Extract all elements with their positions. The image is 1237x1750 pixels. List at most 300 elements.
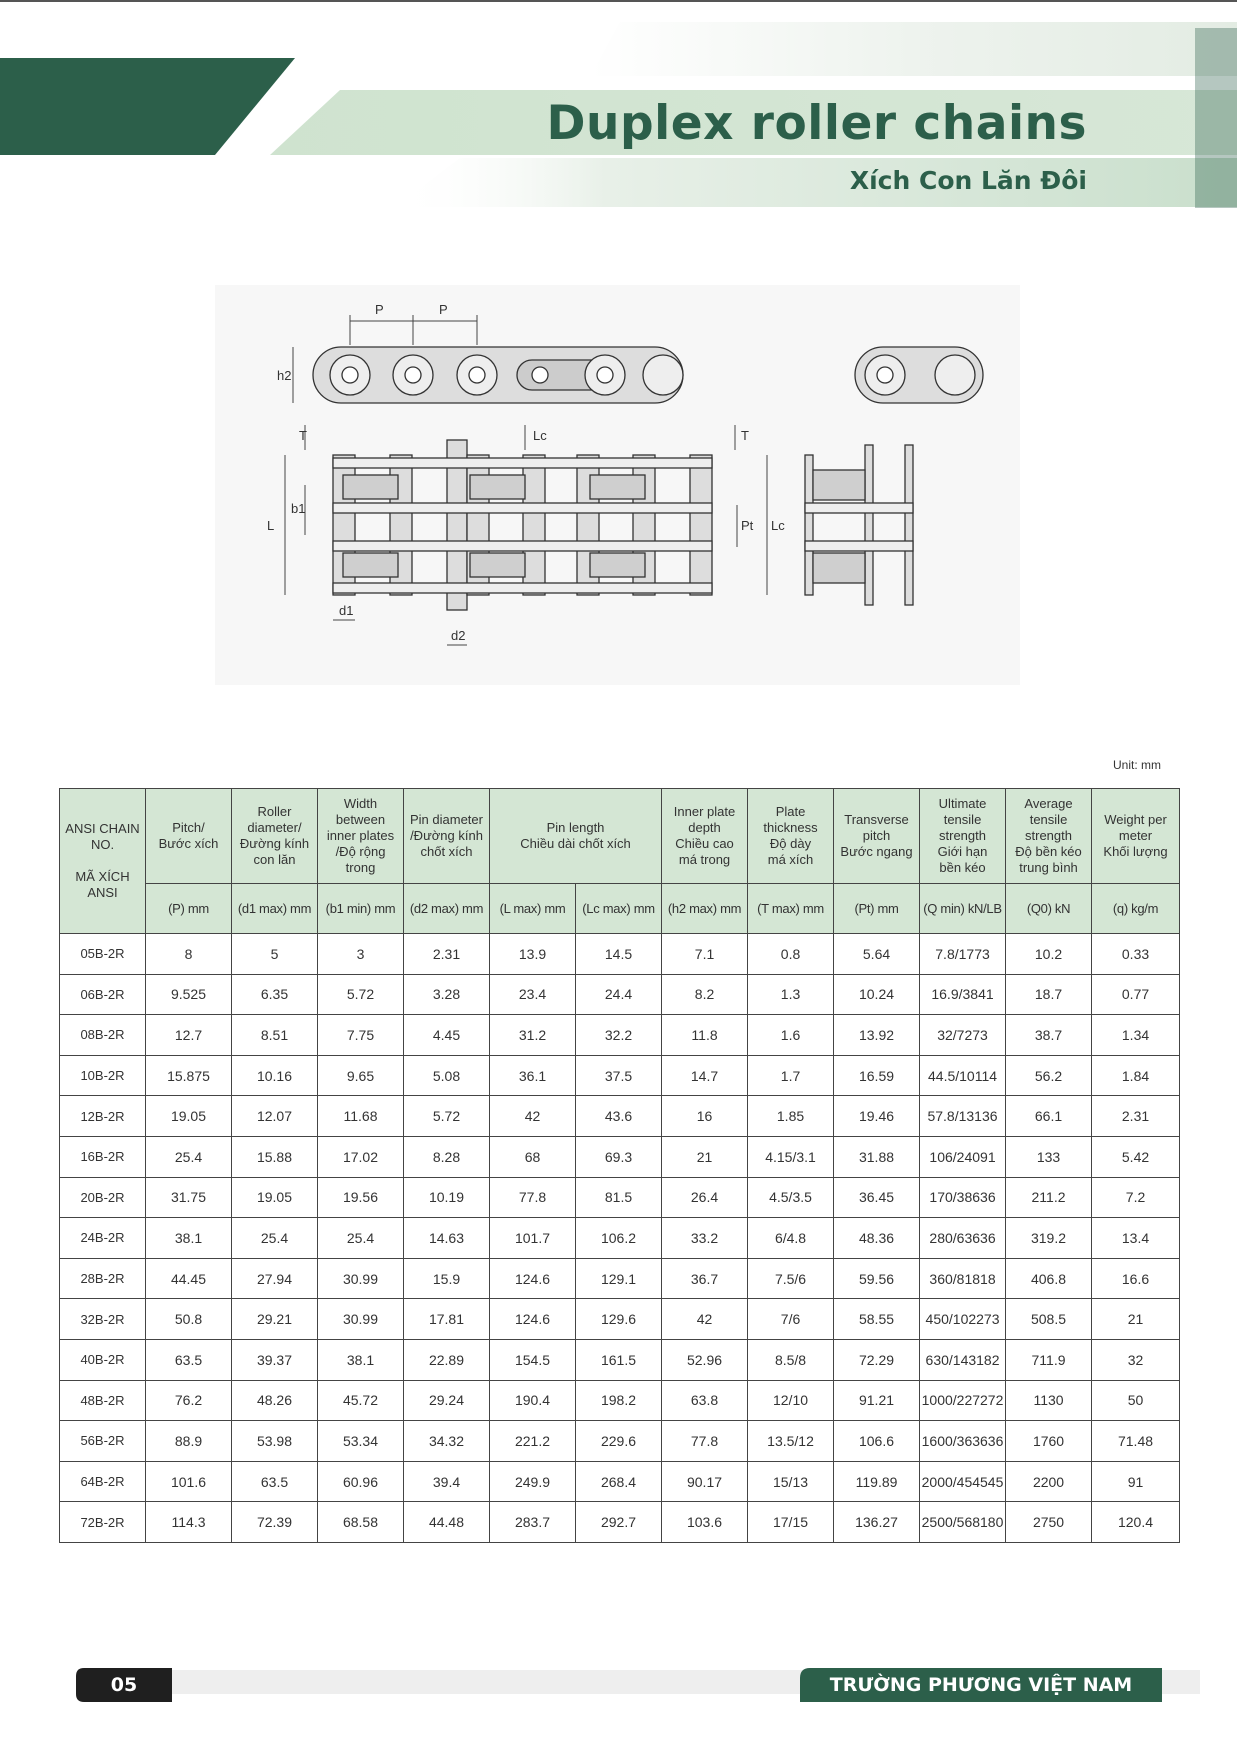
table-cell: 508.5	[1006, 1299, 1092, 1340]
table-cell: 8.2	[662, 974, 748, 1015]
table-cell: 68	[490, 1136, 576, 1177]
table-cell: 63.5	[146, 1339, 232, 1380]
table-cell: 292.7	[576, 1502, 662, 1543]
table-cell: 9.525	[146, 974, 232, 1015]
header-line: depth	[688, 820, 721, 835]
col-header-8	[834, 789, 920, 884]
table-cell: 60.96	[318, 1461, 404, 1502]
table-row	[60, 1096, 1180, 1137]
table-cell: 8	[146, 934, 232, 975]
chain-diagram	[215, 285, 1020, 685]
table-cell: 77.8	[662, 1421, 748, 1462]
table-row	[60, 1421, 1180, 1462]
table-cell: 5.08	[404, 1055, 490, 1096]
table-cell: 170/38636	[920, 1177, 1006, 1218]
table-cell: 30.99	[318, 1299, 404, 1340]
table-cell: 36.7	[662, 1258, 748, 1299]
table-cell: 2750	[1006, 1502, 1092, 1543]
table-cell: 7.2	[1092, 1177, 1180, 1218]
table-cell: 37.5	[576, 1055, 662, 1096]
table-cell: 5	[232, 934, 318, 975]
table-cell: 103.6	[662, 1502, 748, 1543]
table-row	[60, 1136, 1180, 1177]
table-cell: 25.4	[318, 1218, 404, 1259]
col-header-3	[318, 789, 404, 884]
table-cell: 71.48	[1092, 1421, 1180, 1462]
table-cell: 17/15	[748, 1502, 834, 1543]
chain-code-cell: 20B-2R	[60, 1177, 146, 1218]
table-cell: 19.56	[318, 1177, 404, 1218]
table-cell: 53.98	[232, 1421, 318, 1462]
chain-code-cell: 72B-2R	[60, 1502, 146, 1543]
table-cell: 154.5	[490, 1339, 576, 1380]
dim-label-t2: T	[741, 428, 749, 443]
table-cell: 77.8	[490, 1177, 576, 1218]
table-cell: 31.75	[146, 1177, 232, 1218]
table-cell: 59.56	[834, 1258, 920, 1299]
header-line: Khối lượng	[1103, 844, 1168, 859]
chain-code-cell: 24B-2R	[60, 1218, 146, 1259]
header-line: tensile	[1029, 812, 1068, 827]
header-line: /Đường kính	[410, 828, 483, 843]
table-cell: 32/7273	[920, 1015, 1006, 1056]
unit-header: (Q0) kN	[1006, 884, 1092, 934]
table-cell: 44.45	[146, 1258, 232, 1299]
table-cell: 319.2	[1006, 1218, 1092, 1259]
unit-label: Unit: mm	[1113, 758, 1161, 772]
table-cell: 18.7	[1006, 974, 1092, 1015]
unit-header: (q) kg/m	[1092, 884, 1180, 934]
table-cell: 15.88	[232, 1136, 318, 1177]
table-cell: 91	[1092, 1461, 1180, 1502]
header-line: Ultimate	[938, 796, 987, 811]
table-row	[60, 1177, 1180, 1218]
table-cell: 7.5/6	[748, 1258, 834, 1299]
table-cell: 268.4	[576, 1461, 662, 1502]
header-line: between	[335, 812, 386, 827]
header-line	[60, 853, 145, 869]
table-cell: 280/63636	[920, 1218, 1006, 1259]
table-cell: 17.02	[318, 1136, 404, 1177]
header-line: Chiều dài chốt xích	[520, 836, 631, 851]
table-cell: 24.4	[576, 974, 662, 1015]
table-cell: 12.7	[146, 1015, 232, 1056]
chain-code-cell: 12B-2R	[60, 1096, 146, 1137]
table-cell: 44.5/10114	[920, 1055, 1006, 1096]
table-cell: 2200	[1006, 1461, 1092, 1502]
header-line: thickness	[763, 820, 818, 835]
unit-header: (P) mm	[146, 884, 232, 934]
dim-label-l: L	[267, 518, 275, 533]
header-line: Đường kính	[239, 836, 310, 851]
unit-header: (b1 min) mm	[318, 884, 404, 934]
page-title: Duplex roller chains	[546, 96, 1087, 151]
table-cell: 3	[318, 934, 404, 975]
table-cell: 23.4	[490, 974, 576, 1015]
table-cell: 22.89	[404, 1339, 490, 1380]
table-cell: 133	[1006, 1136, 1092, 1177]
header-line: strength	[1025, 828, 1072, 843]
table-cell: 16	[662, 1096, 748, 1137]
page-subtitle: Xích Con Lăn Đôi	[849, 166, 1087, 195]
chain-code-cell: 05B-2R	[60, 934, 146, 975]
dim-label-h2: h2	[277, 368, 292, 383]
table-cell: 44.48	[404, 1502, 490, 1543]
table-cell: 5.64	[834, 934, 920, 975]
table-cell: 72.39	[232, 1502, 318, 1543]
unit-header: (L max) mm	[490, 884, 576, 934]
header-line: Average	[1024, 796, 1073, 811]
table-cell: 56.2	[1006, 1055, 1092, 1096]
footer-brand: TRƯỜNG PHƯƠNG VIỆT NAM	[829, 1674, 1133, 1696]
table-cell: 124.6	[490, 1299, 576, 1340]
table-cell: 13.4	[1092, 1218, 1180, 1259]
table-cell: 12/10	[748, 1380, 834, 1421]
table-cell: 26.4	[662, 1177, 748, 1218]
header-line: Chiều cao	[675, 836, 734, 851]
table-cell: 360/81818	[920, 1258, 1006, 1299]
table-cell: 4.5/3.5	[748, 1177, 834, 1218]
chain-code-cell: 56B-2R	[60, 1421, 146, 1462]
table-cell: 10.2	[1006, 934, 1092, 975]
table-row	[60, 1015, 1180, 1056]
table-cell: 15.875	[146, 1055, 232, 1096]
table-cell: 42	[662, 1299, 748, 1340]
table-cell: 249.9	[490, 1461, 576, 1502]
col-header-11	[1092, 789, 1180, 884]
table-cell: 12.07	[232, 1096, 318, 1137]
header-line: tensile	[943, 812, 982, 827]
table-row	[60, 974, 1180, 1015]
table-cell: 124.6	[490, 1258, 576, 1299]
table-cell: 14.7	[662, 1055, 748, 1096]
dim-label-d1: d1	[339, 603, 354, 618]
dim-label-p1: P	[375, 302, 384, 317]
header-line: Pitch/	[172, 820, 205, 835]
table-cell: 3.28	[404, 974, 490, 1015]
table-cell: 90.17	[662, 1461, 748, 1502]
table-cell: 7.75	[318, 1015, 404, 1056]
header-line: Pin diameter	[410, 812, 483, 827]
table-cell: 63.8	[662, 1380, 748, 1421]
table-cell: 2000/454545	[920, 1461, 1006, 1502]
table-row	[60, 1299, 1180, 1340]
chain-code-cell: 64B-2R	[60, 1461, 146, 1502]
table-cell: 4.15/3.1	[748, 1136, 834, 1177]
table-cell: 1600/363636	[920, 1421, 1006, 1462]
table-cell: 21	[662, 1136, 748, 1177]
header-line: ANSI CHAIN	[65, 821, 140, 836]
table-cell: 630/143182	[920, 1339, 1006, 1380]
table-cell: 101.6	[146, 1461, 232, 1502]
table-cell: 6/4.8	[748, 1218, 834, 1259]
table-cell: 106/24091	[920, 1136, 1006, 1177]
header-line: /Độ rộng	[335, 844, 386, 859]
dim-label-t1: T	[299, 428, 307, 443]
table-cell: 0.77	[1092, 974, 1180, 1015]
table-cell: 15/13	[748, 1461, 834, 1502]
table-cell: 58.55	[834, 1299, 920, 1340]
table-cell: 2.31	[404, 934, 490, 975]
dim-label-p2: P	[439, 302, 448, 317]
table-cell: 45.72	[318, 1380, 404, 1421]
header-line: meter	[1118, 828, 1153, 843]
table-row	[60, 934, 1180, 975]
unit-header: (T max) mm	[748, 884, 834, 934]
table-cell: 8.5/8	[748, 1339, 834, 1380]
table-cell: 8.28	[404, 1136, 490, 1177]
dim-label-lc1: Lc	[533, 428, 547, 443]
table-cell: 66.1	[1006, 1096, 1092, 1137]
table-cell: 14.5	[576, 934, 662, 975]
chain-code-cell: 40B-2R	[60, 1339, 146, 1380]
table-cell: 129.1	[576, 1258, 662, 1299]
unit-header: (Pt) mm	[834, 884, 920, 934]
header-line: Roller	[257, 804, 292, 819]
table-row	[60, 1461, 1180, 1502]
table-cell: 38.1	[146, 1218, 232, 1259]
chain-code-cell: 28B-2R	[60, 1258, 146, 1299]
dim-label-pt: Pt	[741, 518, 754, 533]
header-line: trung bình	[1019, 860, 1078, 875]
dim-label-d2: d2	[451, 628, 466, 643]
table-cell: 31.88	[834, 1136, 920, 1177]
table-cell: 39.37	[232, 1339, 318, 1380]
table-cell: 25.4	[232, 1218, 318, 1259]
table-cell: 13.92	[834, 1015, 920, 1056]
table-cell: 1.34	[1092, 1015, 1180, 1056]
unit-header: (d1 max) mm	[232, 884, 318, 934]
unit-header: (Lc max) mm	[576, 884, 662, 934]
table-cell: 81.5	[576, 1177, 662, 1218]
table-cell: 1.84	[1092, 1055, 1180, 1096]
header-line: ANSI	[87, 885, 118, 900]
table-cell: 283.7	[490, 1502, 576, 1543]
table-cell: 129.6	[576, 1299, 662, 1340]
table-cell: 33.2	[662, 1218, 748, 1259]
table-cell: 229.6	[576, 1421, 662, 1462]
table-cell: 36.1	[490, 1055, 576, 1096]
col-header-10	[1006, 789, 1092, 884]
table-cell: 32.2	[576, 1015, 662, 1056]
table-body	[60, 934, 1180, 1543]
table-cell: 161.5	[576, 1339, 662, 1380]
col-header-7	[748, 789, 834, 884]
table-cell: 88.9	[146, 1421, 232, 1462]
table-cell: 8.51	[232, 1015, 318, 1056]
unit-header: (h2 max) mm	[662, 884, 748, 934]
table-cell: 53.34	[318, 1421, 404, 1462]
table-cell: 5.42	[1092, 1136, 1180, 1177]
table-cell: 36.45	[834, 1177, 920, 1218]
header-line: Giới hạn	[937, 844, 988, 859]
table-cell: 52.96	[662, 1339, 748, 1380]
table-row	[60, 1218, 1180, 1259]
dim-label-b1: b1	[291, 501, 306, 516]
table-cell: 50.8	[146, 1299, 232, 1340]
page-number: 05	[110, 1674, 138, 1696]
table-cell: 10.16	[232, 1055, 318, 1096]
header-line: Pin length	[546, 820, 605, 835]
table-cell: 29.24	[404, 1380, 490, 1421]
table-cell: 1130	[1006, 1380, 1092, 1421]
table-cell: 106.2	[576, 1218, 662, 1259]
col-header-9	[920, 789, 1006, 884]
table-cell: 48.36	[834, 1218, 920, 1259]
header-line: Bước ngang	[840, 844, 913, 859]
table-row	[60, 1339, 1180, 1380]
header-line: strength	[939, 828, 986, 843]
table-cell: 221.2	[490, 1421, 576, 1462]
spec-table	[59, 788, 1180, 1543]
header-line: NO.	[90, 837, 115, 852]
table-cell: 119.89	[834, 1461, 920, 1502]
col-header-2	[232, 789, 318, 884]
table-cell: 1760	[1006, 1421, 1092, 1462]
table-cell: 17.81	[404, 1299, 490, 1340]
table-cell: 25.4	[146, 1136, 232, 1177]
table-cell: 48.26	[232, 1380, 318, 1421]
table-cell: 198.2	[576, 1380, 662, 1421]
header-line: con lăn	[253, 852, 296, 867]
header-line: Độ bền kéo	[1015, 844, 1082, 859]
header-line: Width	[343, 796, 378, 811]
table-cell: 69.3	[576, 1136, 662, 1177]
table-cell: 0.33	[1092, 934, 1180, 975]
table-row	[60, 1380, 1180, 1421]
table-cell: 1.7	[748, 1055, 834, 1096]
table-cell: 136.27	[834, 1502, 920, 1543]
unit-header: (d2 max) mm	[404, 884, 490, 934]
table-cell: 76.2	[146, 1380, 232, 1421]
col-header-6	[662, 789, 748, 884]
header-line: má xích	[767, 852, 814, 867]
header-line: má trong	[678, 852, 731, 867]
table-cell: 4.45	[404, 1015, 490, 1056]
header-line: chốt xích	[420, 844, 473, 859]
table-cell: 63.5	[232, 1461, 318, 1502]
table-cell: 72.29	[834, 1339, 920, 1380]
chain-code-cell: 48B-2R	[60, 1380, 146, 1421]
header-line: inner plates	[326, 828, 395, 843]
header-line: bền kéo	[939, 860, 986, 875]
table-cell: 15.9	[404, 1258, 490, 1299]
table-cell: 21	[1092, 1299, 1180, 1340]
table-cell: 31.2	[490, 1015, 576, 1056]
table-row	[60, 1055, 1180, 1096]
table-cell: 211.2	[1006, 1177, 1092, 1218]
table-cell: 9.65	[318, 1055, 404, 1096]
table-cell: 16.9/3841	[920, 974, 1006, 1015]
table-cell: 16.59	[834, 1055, 920, 1096]
table-cell: 50	[1092, 1380, 1180, 1421]
table-cell: 11.8	[662, 1015, 748, 1056]
table-cell: 1.85	[748, 1096, 834, 1137]
table-cell: 34.32	[404, 1421, 490, 1462]
col-header-5	[490, 789, 662, 884]
table-cell: 32	[1092, 1339, 1180, 1380]
table-cell: 14.63	[404, 1218, 490, 1259]
dim-label-lc2: Lc	[771, 518, 785, 533]
header-line: Plate	[775, 804, 806, 819]
table-cell: 5.72	[404, 1096, 490, 1137]
table-cell: 1.6	[748, 1015, 834, 1056]
header-line: Transverse	[844, 812, 909, 827]
table-cell: 16.6	[1092, 1258, 1180, 1299]
table-cell: 30.99	[318, 1258, 404, 1299]
table-cell: 57.8/13136	[920, 1096, 1006, 1137]
table-cell: 120.4	[1092, 1502, 1180, 1543]
table-cell: 38.7	[1006, 1015, 1092, 1056]
chain-code-cell: 16B-2R	[60, 1136, 146, 1177]
table-cell: 11.68	[318, 1096, 404, 1137]
header-line: Inner plate	[673, 804, 736, 819]
table-header	[60, 789, 1180, 934]
table-cell: 190.4	[490, 1380, 576, 1421]
table-cell: 13.5/12	[748, 1421, 834, 1462]
header-line: Bước xích	[158, 836, 219, 851]
table-cell: 106.6	[834, 1421, 920, 1462]
col-header-4	[404, 789, 490, 884]
table-cell: 38.1	[318, 1339, 404, 1380]
table-cell: 91.21	[834, 1380, 920, 1421]
table-cell: 13.9	[490, 934, 576, 975]
table-cell: 7/6	[748, 1299, 834, 1340]
chain-code-cell: 32B-2R	[60, 1299, 146, 1340]
table-cell: 406.8	[1006, 1258, 1092, 1299]
header-line: Weight per	[1104, 812, 1167, 827]
table-cell: 1.3	[748, 974, 834, 1015]
table-cell: 27.94	[232, 1258, 318, 1299]
chain-code-cell: 08B-2R	[60, 1015, 146, 1056]
table-cell: 5.72	[318, 974, 404, 1015]
header-line: Độ dày	[769, 836, 812, 851]
unit-header: (Q min) kN/LB	[920, 884, 1006, 934]
header-line: pitch	[862, 828, 891, 843]
table-cell: 450/102273	[920, 1299, 1006, 1340]
table-cell: 42	[490, 1096, 576, 1137]
table-cell: 19.46	[834, 1096, 920, 1137]
chain-code-cell: 10B-2R	[60, 1055, 146, 1096]
table-cell: 7.8/1773	[920, 934, 1006, 975]
table-cell: 114.3	[146, 1502, 232, 1543]
table-cell: 19.05	[232, 1177, 318, 1218]
col-header-1	[146, 789, 232, 884]
table-cell: 10.19	[404, 1177, 490, 1218]
table-cell: 10.24	[834, 974, 920, 1015]
col-header-chain-no	[60, 789, 146, 934]
table-cell: 68.58	[318, 1502, 404, 1543]
table-cell: 7.1	[662, 934, 748, 975]
table-cell: 29.21	[232, 1299, 318, 1340]
table-cell: 0.8	[748, 934, 834, 975]
table-row	[60, 1258, 1180, 1299]
table-cell: 101.7	[490, 1218, 576, 1259]
header-line: diameter/	[247, 820, 302, 835]
table-cell: 19.05	[146, 1096, 232, 1137]
table-cell: 1000/227272	[920, 1380, 1006, 1421]
table-cell: 6.35	[232, 974, 318, 1015]
table-cell: 39.4	[404, 1461, 490, 1502]
chain-code-cell: 06B-2R	[60, 974, 146, 1015]
header-line: trong	[345, 860, 376, 875]
header-line: MÃ XÍCH	[75, 869, 130, 884]
table-cell: 43.6	[576, 1096, 662, 1137]
table-cell: 2500/568180	[920, 1502, 1006, 1543]
table-cell: 711.9	[1006, 1339, 1092, 1380]
table-cell: 2.31	[1092, 1096, 1180, 1137]
table-row	[60, 1502, 1180, 1543]
